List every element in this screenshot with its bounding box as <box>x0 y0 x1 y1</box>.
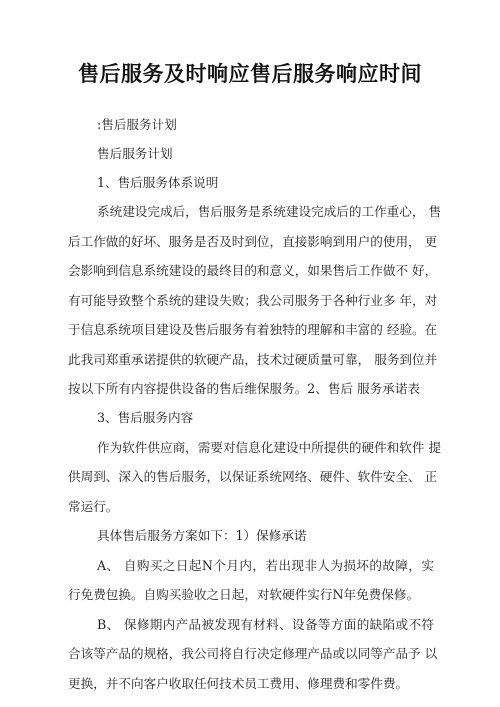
text-line: 更换，并不向客户收取任何技术员工费用、修理费和零件费。 <box>68 676 409 691</box>
text-line: 作为软件供应商，需要对信息化建设中所提供的硬件和软件 提 <box>97 440 442 455</box>
text-line: 此我司郑重承诺提供的软硬产品，技术过硬质量可靠， 服务到位并 <box>68 352 438 367</box>
text-line: 于信息系统项目建设及售后服务有着独特的理解和丰富的 经验。在 <box>68 322 438 337</box>
text-line: 后工作做的好坏、服务是否及时到位，直接影响到用户的使用， 更 <box>68 234 438 249</box>
text-line: 行免费包换。自购买验收之日起，对软硬件实行N年免费保修。 <box>68 587 420 602</box>
section-heading: 3、售后服务内容 <box>97 410 194 425</box>
document-title: 售后服务及时响应售后服务响应时间 <box>78 62 422 86</box>
section-heading: 1、售后服务体系说明 <box>97 175 219 190</box>
text-line: 会影响到信息系统建设的最终目的和意义，如果售后工作做不 好， <box>68 263 438 278</box>
text-line: A、 自购买之日起N个月内，若出现非人为损坏的故障，实 <box>97 558 434 573</box>
text-line: 售后服务计划 <box>97 146 173 161</box>
text-line: 供周到、深入的售后服务，以保证系统网络、硬件、软件安全、 正 <box>68 469 438 484</box>
text-line: 按以下所有内容提供设备的售后维保服务。2、售后 服务承诺表 <box>68 381 421 396</box>
text-line: 合该等产品的规格，我公司将自行决定修理产品或以同等产品予 以 <box>68 646 438 661</box>
text-line: :售后服务计划 <box>97 117 177 132</box>
text-line: 具体售后服务方案如下：1）保修承诺 <box>97 528 307 543</box>
text-line: 常运行。 <box>68 499 119 514</box>
text-line: 系统建设完成后，售后服务是系统建设完成后的工作重心， 售 <box>97 204 442 219</box>
text-line: B、 保修期内产品被发现有材料、设备等方面的缺陷或不符 <box>97 617 434 632</box>
text-line: 有可能导致整个系统的建设失败；我公司服务于各种行业多 年，对 <box>68 293 438 308</box>
